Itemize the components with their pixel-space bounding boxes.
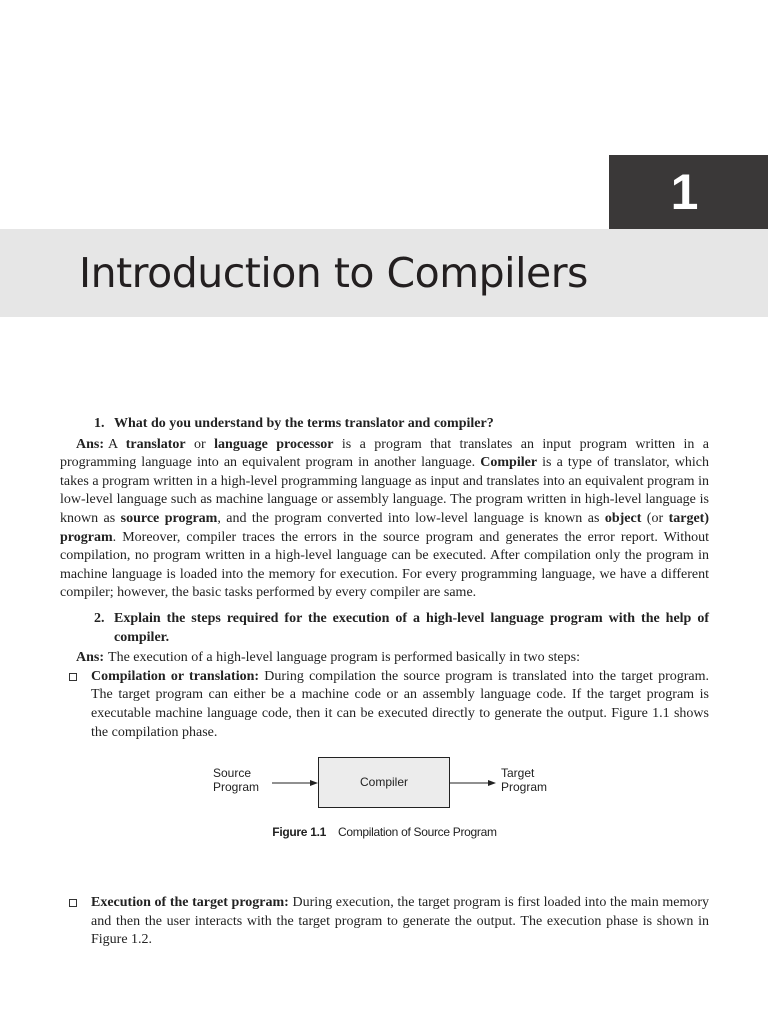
bullet-title: Execution of the target program: xyxy=(91,895,289,911)
answer-text: is a program that translates an input program written in a programming language into an equivalent program in another language. xyxy=(60,436,709,471)
answer-text: The execution of a high-level language program is performed basically in two steps: xyxy=(108,650,580,666)
figure-target-label xyxy=(501,766,547,794)
answer-label: Ans: xyxy=(76,650,105,666)
bullet-text: During compilation the source program is translated into the target program. The target program can either be a machine code or an assembly language code. If the target program is executable machine language code, then it can be executed directly to generate the output. Figure 1.1 shows the compilation phase. xyxy=(91,668,709,740)
answer-text: (or xyxy=(641,510,669,526)
chapter-title-band xyxy=(0,229,768,317)
question-number: 1. xyxy=(94,416,105,431)
answer-text: A xyxy=(108,436,126,452)
chapter-number-box xyxy=(609,155,768,229)
answer-1 xyxy=(60,436,709,603)
page-content xyxy=(60,415,709,950)
answer-text: is a type of translator, which takes a program written in a high-level programming language as input and translates into an equivalent program in low-level language such as machine language or assembly language. The program written in high-level language is known as xyxy=(60,455,709,526)
answer-label: Ans: xyxy=(76,436,105,452)
figure-label-line: Program xyxy=(213,780,260,795)
compiler-box xyxy=(318,757,450,808)
figure-1-1 xyxy=(60,750,709,882)
question-1 xyxy=(60,415,709,434)
arrow-right-icon xyxy=(450,779,496,787)
question-text: Explain the steps required for the execution of a high-level language program with the help of compiler. xyxy=(114,610,709,645)
term-bold: source program xyxy=(120,510,218,526)
figure-source-label xyxy=(213,766,259,794)
figure-label-line: Program xyxy=(501,780,548,795)
figure-caption-label: Figure 1.1 xyxy=(272,825,326,840)
bullet-compilation xyxy=(60,668,709,742)
term-bold: target) program xyxy=(60,510,709,545)
term-bold: language processor xyxy=(214,436,334,452)
term-bold: Compiler xyxy=(480,455,538,471)
compiler-box-label: Compiler xyxy=(359,775,408,790)
term-bold: object xyxy=(604,510,642,526)
chapter-title: Introduction to Compilers xyxy=(79,249,588,297)
term-bold: translator xyxy=(125,436,186,452)
square-bullet-icon xyxy=(69,673,77,681)
question-number: 2. xyxy=(94,610,105,626)
figure-caption xyxy=(60,823,709,842)
answer-text: . Moreover, compiler traces the errors in the source program and generates the error report. Without compilation, no program written in a high-level language can be executed. After compilation only the program in machine language is loaded into the memory for execution. For every programming language, we have a different compiler; however, the basic tasks performed by every compiler are same. xyxy=(60,529,709,601)
bullet-execution xyxy=(60,894,709,950)
figure-label-line: Target xyxy=(501,766,535,781)
bullet-text: During execution, the target program is first loaded into the main memory and then the user interacts with the target program to generate the output. The execution phase is shown in Figure 1.2. xyxy=(91,895,709,948)
bullet-title: Compilation or translation: xyxy=(91,668,260,684)
arrow-right-icon xyxy=(272,779,318,787)
answer-text: or xyxy=(185,436,215,452)
question-text: What do you understand by the terms translator and compiler? xyxy=(114,416,494,431)
square-bullet-icon xyxy=(69,899,77,907)
figure-caption-text: Compilation of Source Program xyxy=(337,825,497,840)
question-2 xyxy=(60,610,709,647)
chapter-number: 1 xyxy=(670,164,699,220)
answer-2 xyxy=(60,649,709,668)
answer-text: , and the program converted into low-level language is known as xyxy=(217,510,605,526)
figure-label-line: Source xyxy=(213,766,252,781)
